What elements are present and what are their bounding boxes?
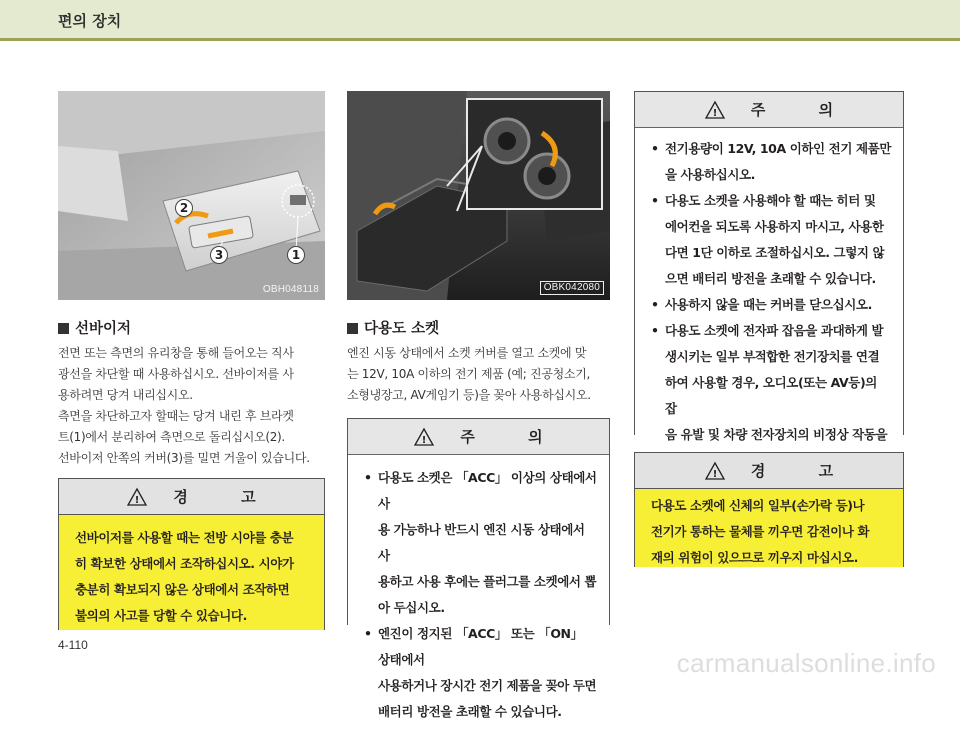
callout-3: 3: [210, 246, 228, 264]
svg-text:!: !: [135, 494, 140, 506]
caution-header: ! 주 의: [348, 419, 609, 455]
header-rule: [0, 38, 960, 41]
warning-triangle-icon: [127, 488, 147, 506]
caution-item: • 엔진이 정지된 「ACC」 또는 「ON」 상태에서 사용하거나 장시간 전기 제품을 꽂아 두면 배터리 방전을 초래할 수 있습니다.: [364, 621, 597, 725]
warning-body: 다용도 소켓에 신체의 일부(손가락 등)나 전기가 통하는 물체를 끼우면 감전이나 화 재의 위험이 있으므로 끼우지 마십시오.: [635, 489, 903, 567]
svg-text:!: !: [712, 107, 718, 119]
power-outlet-description: 엔진 시동 상태에서 소켓 커버를 열고 소켓에 맞 는 12V, 10A 이하의 전기 제품 (예; 진공청소기, 소형냉장고, AV게임기 등)을 꽂아 사용하십시오.: [347, 346, 591, 402]
warning-body: 선바이저를 사용할 때는 전방 시야를 충분 히 확보한 상태에서 조작하십시오. 시야가 충분히 확보되지 않은 상태에서 조작하면 불의의 사고를 당할 수 있습니다.: [59, 515, 324, 630]
caution-item: • 사용하지 않을 때는 커버를 닫으십시오.: [651, 292, 891, 318]
callout-2: 2: [175, 199, 193, 217]
caution-body: [348, 455, 609, 735]
page-number: 4-110: [58, 638, 88, 652]
header-band: [0, 0, 960, 38]
svg-text:!: !: [712, 468, 718, 480]
caution-triangle-icon: [705, 101, 725, 119]
figure-code: OBK042080: [540, 281, 604, 295]
warning-header: ! 경 고: [59, 479, 324, 515]
caution-item: • 다용도 소켓에 전자파 잡음을 과대하게 발 생시키는 일부 부적합한 전기장치를 연결 하여 사용할 경우, 오디오(또는 AV등)의 잡 음 유발 및 차량 전자장치의 비정상 작동을: [651, 318, 891, 474]
figure-code: OBH048118: [262, 284, 319, 295]
caution-header: ! 주 의: [635, 92, 903, 128]
power-outlet-photo: [347, 91, 610, 300]
page-section-title: 편의 장치: [58, 12, 122, 30]
caution-item: • 다용도 소켓은 「ACC」 이상의 상태에서 사 용 가능하나 반드시 엔진 시동 상태에서 사 용하고 사용 후에는 플러그를 소켓에서 뽑 아 두십시오.: [364, 465, 597, 621]
watermark: carmanualsonline.info: [676, 648, 936, 678]
caution-triangle-icon: [414, 428, 434, 446]
power-outlet-caution-box: [347, 418, 610, 719]
sun-visor-description: 전면 또는 측면의 유리창을 통해 들어오는 직사 광선을 차단할 때 사용하십시오. 선바이저를 사 용하려면 당겨 내리십시오. 측면을 차단하고자 할때는 당겨 내린 후 브라켓 트(1)에서 분리하여 측면으로 돌리십시오(2). 선바이저 안쪽의 커버(3)를 밀면 거울이 있습니다.: [58, 346, 310, 465]
caution-body: [635, 128, 903, 484]
caution-item: • 다용도 소켓을 사용해야 할 때는 히터 및 에어컨을 되도록 사용하지 마시고, 사용한 다면 1단 이하로 조절하십시오. 그렇지 않 으면 배터리 방전을 초래할 수 있습니다.: [651, 188, 891, 292]
callout-1: 1: [287, 246, 305, 264]
socket-warning-box: [634, 452, 904, 567]
warning-triangle-icon: [705, 462, 725, 480]
section-bullet-icon: [58, 323, 69, 334]
power-outlet-heading: 다용도 소켓: [347, 317, 439, 338]
sun-visor-heading: 선바이저: [58, 317, 131, 338]
socket-caution-box: [634, 91, 904, 442]
section-bullet-icon: [347, 323, 358, 334]
warning-header: ! 경 고: [635, 453, 903, 489]
sun-visor-photo: [58, 91, 325, 300]
svg-text:!: !: [422, 434, 427, 446]
sun-visor-warning-box: [58, 478, 325, 630]
caution-item: • 전기용량이 12V, 10A 이하인 전기 제품만 을 사용하십시오.: [651, 136, 891, 188]
